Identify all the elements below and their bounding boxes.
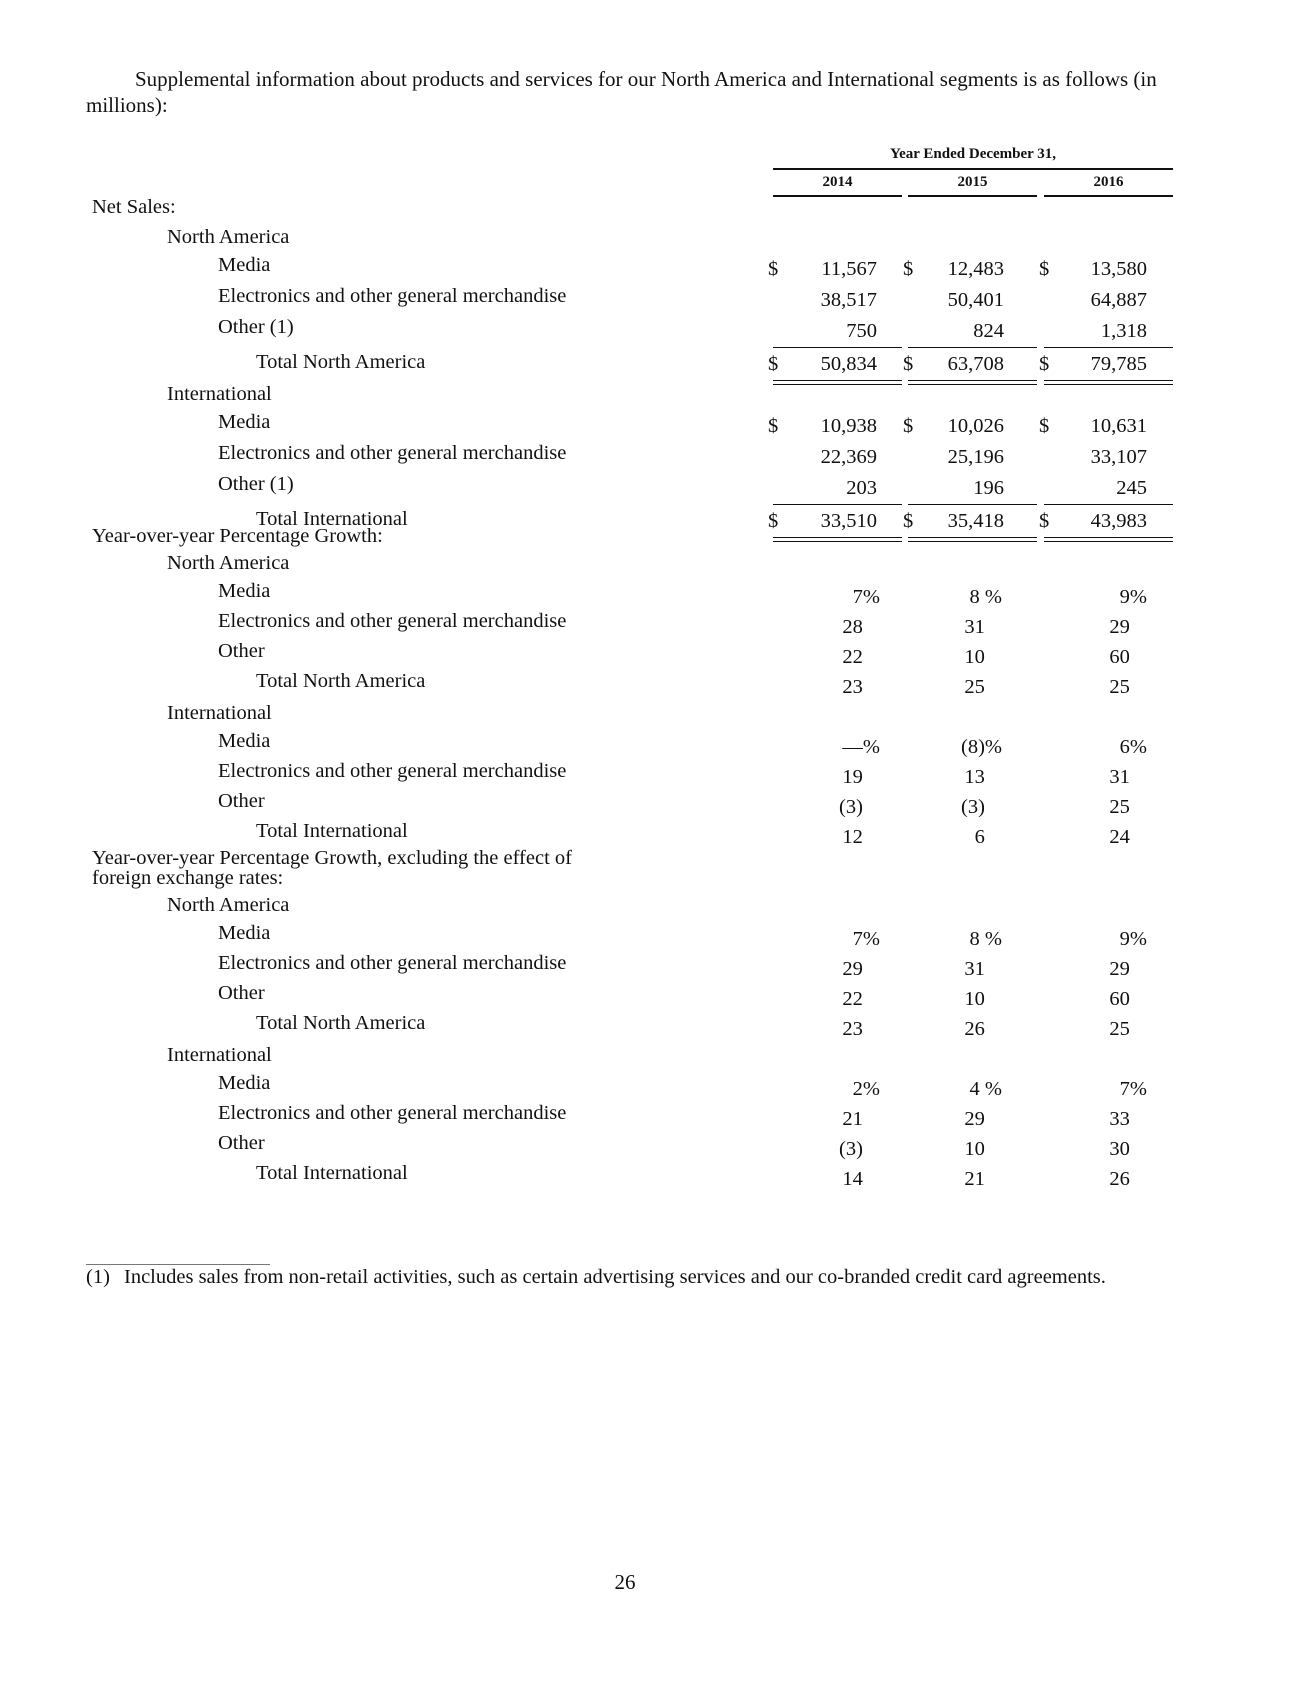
pct-number: (3) [839,1138,863,1160]
growth-fx-row-label: Total International [256,1162,408,1184]
total-double-rule [908,380,1037,385]
year-header-2016: 2016 [1093,174,1124,190]
net-sales-na-row-label: Media [218,254,271,276]
pct-value [760,1018,880,1041]
pct-value [760,586,880,609]
dollar-sign: $ [903,510,914,532]
pct-number: 12 [842,826,863,848]
dollar-sign: $ [768,258,779,280]
pct-number: 31 [964,616,985,638]
net-sales-total-value: 63,708 [947,353,1004,375]
net-sales-intl-row-label: Media [218,411,271,433]
pct-number: 25 [1109,796,1130,818]
pct-number: 10 [964,988,985,1010]
pct-number: (3) [839,796,863,818]
pct-value [760,928,880,951]
pct-value [882,928,1002,951]
dollar-sign: $ [1039,510,1050,532]
net-sales-na-row-label: Electronics and other general merchandise [218,285,567,307]
intro-line-2: millions): [86,93,168,117]
page-number: 26 [614,1570,636,1594]
net-sales-total-value: 50,834 [820,353,877,375]
pct-number: 26 [1109,1168,1130,1190]
net-sales-value: 33,107 [1090,446,1147,468]
pct-value [882,1138,1002,1161]
pct-number: — [842,736,863,758]
pct-number: 6 [1119,736,1130,758]
pct-suffix: % [862,586,880,608]
pct-value [882,616,1002,639]
subtotal-rule [773,347,902,348]
growth-fx-row-label: Other [218,982,265,1004]
net-sales-value: 10,938 [820,415,877,437]
growth-fx-row-label: Total North America [256,1012,426,1034]
net-sales-title: Net Sales: [92,196,176,218]
growth-fx-row-label: Media [218,1072,271,1094]
pct-value [1027,796,1147,819]
pct-number: 22 [842,646,863,668]
pct-suffix: % [1129,586,1147,608]
pct-number: 33 [1109,1108,1130,1130]
net-sales-value: 12,483 [947,258,1004,280]
net-sales-value: 10,026 [947,415,1004,437]
pct-value [760,1168,880,1191]
pct-number: 8 [969,928,980,950]
net-sales-value: 203 [846,477,877,499]
pct-suffix: % [862,736,880,758]
pct-value [1027,988,1147,1011]
pct-suffix: % [979,586,1002,608]
pct-value [760,988,880,1011]
pct-value [1027,766,1147,789]
pct-number: 31 [964,958,985,980]
pct-number: (8) [961,736,985,758]
pct-value [882,796,1002,819]
pct-number: 9 [1119,586,1130,608]
year-rule-2016 [1044,195,1173,197]
period-header: Year Ended December 31, [889,146,1057,162]
growth-row-label: Other [218,640,265,662]
pct-number: 6 [974,826,985,848]
pct-number: 14 [842,1168,863,1190]
total-double-rule [773,537,902,542]
growth-fx-international-label: International [167,1044,272,1066]
pct-number: 23 [842,1018,863,1040]
pct-value [760,796,880,819]
net-sales-na-total-label: Total North America [256,351,426,373]
pct-value [1027,958,1147,981]
pct-value [1027,928,1147,951]
pct-number: 8 [969,586,980,608]
pct-number: 29 [1109,616,1130,638]
subtotal-rule [773,504,902,505]
pct-value [882,958,1002,981]
pct-number: 10 [964,646,985,668]
net-sales-value: 22,369 [820,446,877,468]
period-header-rule [773,168,1173,170]
total-double-rule [1044,380,1173,385]
pct-value [882,676,1002,699]
footnote-marker: (1) [86,1266,110,1288]
growth-fx-row-label: Media [218,922,271,944]
growth-fx-row-label: Electronics and other general merchandise [218,1102,567,1124]
net-sales-value: 25,196 [947,446,1004,468]
pct-number: 23 [842,676,863,698]
pct-value [760,676,880,699]
pct-value [1027,1168,1147,1191]
total-double-rule [908,537,1037,542]
pct-number: 19 [842,766,863,788]
pct-value [882,1018,1002,1041]
pct-value [882,736,1002,759]
pct-value [1027,676,1147,699]
dollar-sign: $ [903,415,914,437]
net-sales-value: 750 [846,320,877,342]
pct-number: 28 [842,616,863,638]
pct-value [882,1108,1002,1131]
growth-row-label: Total North America [256,670,426,692]
net-sales-value: 824 [973,320,1004,342]
dollar-sign: $ [1039,258,1050,280]
pct-value [1027,1078,1147,1101]
dollar-sign: $ [1039,415,1050,437]
dollar-sign: $ [903,258,914,280]
growth-row-label: Total International [256,820,408,842]
dollar-sign: $ [903,353,914,375]
pct-number: 25 [964,676,985,698]
pct-value [882,1078,1002,1101]
net-sales-total-value: 33,510 [820,510,877,532]
pct-number: 60 [1109,646,1130,668]
pct-value [760,826,880,849]
year-header-2014: 2014 [822,174,853,190]
pct-number: 24 [1109,826,1130,848]
growth-row-label: Media [218,580,271,602]
pct-number: 2 [852,1078,863,1100]
pct-value [760,958,880,981]
pct-number: 25 [1109,1018,1130,1040]
pct-value [760,1138,880,1161]
pct-value [882,646,1002,669]
pct-number: 13 [964,766,985,788]
pct-number: 31 [1109,766,1130,788]
net-sales-value: 196 [973,477,1004,499]
growth-international-label: International [167,702,272,724]
subtotal-rule [908,347,1037,348]
pct-number: 21 [964,1168,985,1190]
pct-suffix: % [984,736,1002,758]
pct-number: 10 [964,1138,985,1160]
growth-fx-title-line-2: foreign exchange rates: [92,867,284,889]
pct-number: 4 [969,1078,980,1100]
net-sales-intl-total-label: Total International [256,508,408,530]
growth-title: Year-over-year Percentage Growth: [92,525,383,547]
year-rule-2014 [773,195,902,197]
dollar-sign: $ [768,353,779,375]
footnote-text: Includes sales from non-retail activities, such as certain advertising services and our co-branded credit card agreements. [124,1266,1106,1288]
net-sales-na-row-label: Other (1) [218,316,294,338]
net-sales-intl-row-label: Other (1) [218,473,294,495]
dollar-sign: $ [768,415,779,437]
pct-number: 9 [1119,928,1130,950]
pct-value [760,616,880,639]
pct-number: 26 [964,1018,985,1040]
pct-value [1027,616,1147,639]
intro-line-1: Supplemental information about products and services for our North America and International segments is as follows (in [135,67,1157,91]
net-sales-value: 11,567 [821,258,877,280]
net-sales-value: 64,887 [1090,289,1147,311]
net-sales-total-value: 35,418 [947,510,1004,532]
year-rule-2015 [908,195,1037,197]
pct-value [760,646,880,669]
pct-number: 29 [1109,958,1130,980]
pct-number: 60 [1109,988,1130,1010]
net-sales-intl-label: International [167,383,272,405]
net-sales-total-value: 43,983 [1090,510,1147,532]
pct-number: 25 [1109,676,1130,698]
pct-value [882,988,1002,1011]
year-header-2015: 2015 [957,174,988,190]
subtotal-rule [1044,504,1173,505]
growth-north-america-label: North America [167,552,290,574]
growth-row-label: Electronics and other general merchandise [218,610,567,632]
pct-number: 29 [842,958,863,980]
pct-value [1027,1018,1147,1041]
growth-row-label: Electronics and other general merchandise [218,760,567,782]
pct-suffix: % [1129,1078,1147,1100]
growth-fx-row-label: Electronics and other general merchandise [218,952,567,974]
net-sales-value: 38,517 [820,289,877,311]
pct-value [760,1078,880,1101]
pct-number: (3) [961,796,985,818]
pct-number: 21 [842,1108,863,1130]
total-double-rule [773,380,902,385]
pct-suffix: % [979,1078,1002,1100]
pct-value [882,766,1002,789]
footnote-rule [86,1264,270,1265]
net-sales-total-value: 79,785 [1090,353,1147,375]
growth-row-label: Other [218,790,265,812]
pct-number: 7 [852,586,863,608]
pct-suffix: % [1129,928,1147,950]
pct-value [760,766,880,789]
pct-value [1027,1138,1147,1161]
dollar-sign: $ [768,510,779,532]
pct-value [882,826,1002,849]
growth-fx-title-line-1: Year-over-year Percentage Growth, excluding the effect of [92,847,572,869]
subtotal-rule [1044,347,1173,348]
pct-number: 22 [842,988,863,1010]
net-sales-value: 13,580 [1090,258,1147,280]
net-sales-value: 1,318 [1100,320,1147,342]
pct-value [882,586,1002,609]
net-sales-intl-row-label: Electronics and other general merchandise [218,442,567,464]
dollar-sign: $ [1039,353,1050,375]
growth-fx-row-label: Other [218,1132,265,1154]
total-double-rule [1044,537,1173,542]
pct-value [1027,586,1147,609]
pct-number: 7 [852,928,863,950]
pct-suffix: % [862,928,880,950]
subtotal-rule [908,504,1037,505]
growth-fx-north-america-label: North America [167,894,290,916]
net-sales-value: 10,631 [1090,415,1147,437]
pct-number: 7 [1119,1078,1130,1100]
pct-value [1027,826,1147,849]
net-sales-na-label: North America [167,226,290,248]
pct-value [1027,646,1147,669]
net-sales-value: 245 [1116,477,1147,499]
pct-number: 29 [964,1108,985,1130]
pct-suffix: % [1129,736,1147,758]
pct-value [1027,736,1147,759]
pct-value [882,1168,1002,1191]
pct-value [1027,1108,1147,1131]
pct-suffix: % [862,1078,880,1100]
pct-value [760,736,880,759]
pct-value [760,1108,880,1131]
pct-suffix: % [979,928,1002,950]
net-sales-value: 50,401 [947,289,1004,311]
pct-number: 30 [1109,1138,1130,1160]
growth-row-label: Media [218,730,271,752]
